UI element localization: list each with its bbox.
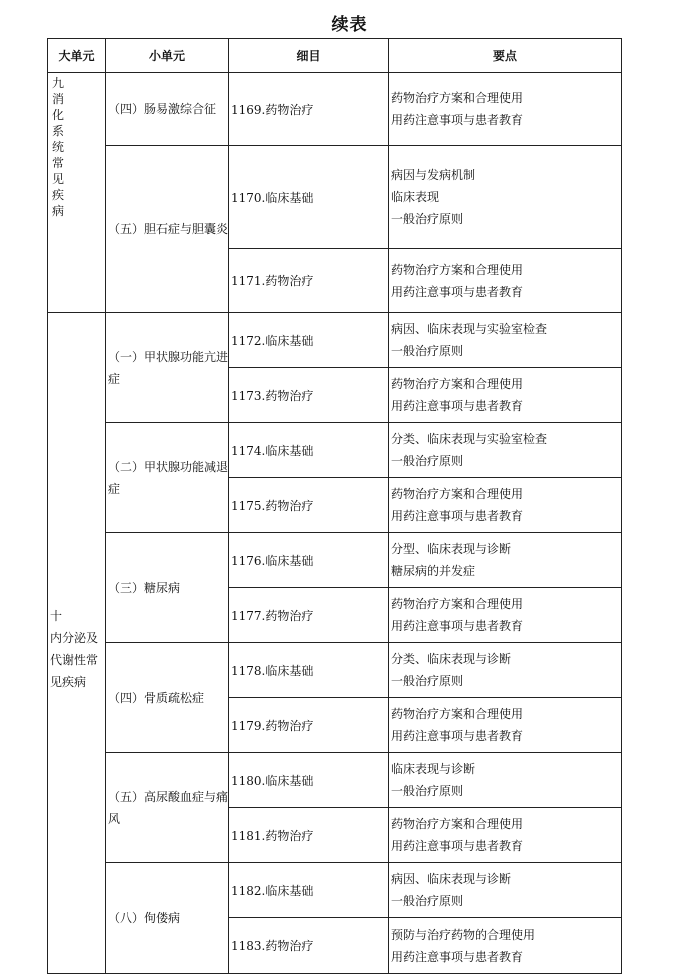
point-item: 病因、临床表现与诊断 [391, 872, 512, 886]
table-row [48, 863, 622, 918]
big-unit-line: 代谢性常 [50, 653, 99, 667]
detail-cell: 1178.临床基础 [229, 643, 389, 698]
sub-unit-cell: （四）肠易激综合征 [106, 73, 229, 146]
detail-cell: 1182.临床基础 [229, 863, 389, 918]
point-item: 临床表现与诊断 [391, 762, 476, 776]
big-unit-char: 常 [51, 156, 64, 170]
big-unit-line: 内分泌及 [50, 631, 99, 645]
point-item: 病因、临床表现与实验室检查 [391, 322, 548, 336]
point-item: 临床表现 [391, 190, 440, 204]
detail-cell: 1177.药物治疗 [229, 588, 389, 643]
big-unit-char: 统 [51, 140, 64, 154]
point-item: 用药注意事项与患者教育 [391, 509, 524, 523]
point-item: 药物治疗方案和合理使用 [391, 707, 524, 721]
point-item: 药物治疗方案和合理使用 [391, 262, 524, 277]
detail-cell: 1169.药物治疗 [229, 73, 389, 146]
points-cell [389, 533, 622, 588]
point-item: 药物治疗方案和合理使用 [391, 597, 524, 611]
header-row [48, 39, 622, 73]
detail-cell: 1183.药物治疗 [229, 918, 389, 974]
sub-unit-cell: （二）甲状腺功能减退症 [106, 423, 229, 533]
sub-unit-cell: （三）糖尿病 [106, 533, 229, 643]
detail-cell: 1170.临床基础 [229, 146, 389, 249]
point-item: 分类、临床表现与诊断 [391, 652, 512, 666]
point-item: 药物治疗方案和合理使用 [391, 817, 524, 831]
point-item: 一般治疗原则 [391, 894, 464, 908]
point-item: 分型、临床表现与诊断 [391, 542, 512, 556]
points-cell [389, 249, 622, 313]
points-cell [389, 643, 622, 698]
table-row [48, 73, 622, 146]
syllabus-table [47, 38, 622, 974]
points-cell [389, 863, 622, 918]
big-unit-line: 见疾病 [50, 675, 87, 689]
point-item: 用药注意事项与患者教育 [391, 399, 524, 413]
point-item: 药物治疗方案和合理使用 [391, 487, 524, 501]
detail-cell: 1172.临床基础 [229, 313, 389, 368]
sub-unit-cell: （五）高尿酸血症与痛风 [106, 753, 229, 863]
header-points: 要点 [389, 39, 622, 73]
big-unit-char: 系 [51, 124, 64, 138]
big-unit-char: 病 [51, 204, 64, 218]
points-cell [389, 313, 622, 368]
points-cell [389, 73, 622, 146]
big-unit-char: 九 [51, 76, 64, 90]
points-cell [389, 423, 622, 478]
header-detail: 细目 [229, 39, 389, 73]
point-item: 用药注意事项与患者教育 [391, 284, 524, 299]
big-unit-line: 十 [50, 609, 63, 623]
points-cell [389, 368, 622, 423]
table-row [48, 533, 622, 588]
table-row [48, 753, 622, 808]
detail-cell: 1175.药物治疗 [229, 478, 389, 533]
header-sub-unit: 小单元 [106, 39, 229, 73]
point-item: 用药注意事项与患者教育 [391, 729, 524, 743]
point-item: 一般治疗原则 [391, 784, 464, 798]
detail-cell: 1180.临床基础 [229, 753, 389, 808]
points-cell [389, 478, 622, 533]
sub-unit-cell: （四）骨质疏松症 [106, 643, 229, 753]
point-item: 用药注意事项与患者教育 [391, 949, 524, 964]
point-item: 用药注意事项与患者教育 [391, 113, 524, 127]
point-item: 用药注意事项与患者教育 [391, 839, 524, 853]
points-cell [389, 753, 622, 808]
point-item: 一般治疗原则 [391, 454, 464, 468]
point-item: 分类、临床表现与实验室检查 [391, 432, 548, 446]
big-unit-char: 见 [51, 172, 64, 186]
points-cell [389, 698, 622, 753]
sub-unit-cell: （五）胆石症与胆囊炎 [106, 146, 229, 313]
point-item: 一般治疗原则 [391, 344, 464, 358]
points-cell [389, 588, 622, 643]
big-unit-cell [48, 73, 106, 313]
point-item: 预防与治疗药物的合理使用 [391, 927, 536, 942]
big-unit-char: 疾 [51, 188, 64, 202]
sub-unit-cell: （八）佝偻病 [106, 863, 229, 974]
point-item: 一般治疗原则 [391, 674, 464, 688]
detail-cell: 1176.临床基础 [229, 533, 389, 588]
point-item: 用药注意事项与患者教育 [391, 619, 524, 633]
detail-cell: 1173.药物治疗 [229, 368, 389, 423]
table-row [48, 313, 622, 368]
big-unit-cell [48, 313, 106, 974]
points-cell [389, 918, 622, 974]
big-unit-char: 化 [51, 108, 64, 122]
table-row [48, 146, 622, 249]
table-row [48, 643, 622, 698]
points-cell [389, 808, 622, 863]
detail-cell: 1174.临床基础 [229, 423, 389, 478]
points-cell [389, 146, 622, 249]
detail-cell: 1171.药物治疗 [229, 249, 389, 313]
table-row [48, 423, 622, 478]
point-item: 病因与发病机制 [391, 168, 476, 182]
detail-cell: 1179.药物治疗 [229, 698, 389, 753]
point-item: 一般治疗原则 [391, 212, 464, 226]
point-item: 糖尿病的并发症 [391, 564, 476, 578]
detail-cell: 1181.药物治疗 [229, 808, 389, 863]
page-title: 续表 [331, 15, 368, 35]
point-item: 药物治疗方案和合理使用 [391, 377, 524, 391]
sub-unit-cell: （一）甲状腺功能亢进症 [106, 313, 229, 423]
header-big-unit: 大单元 [48, 39, 106, 73]
point-item: 药物治疗方案和合理使用 [391, 91, 524, 105]
big-unit-char: 消 [51, 92, 64, 106]
